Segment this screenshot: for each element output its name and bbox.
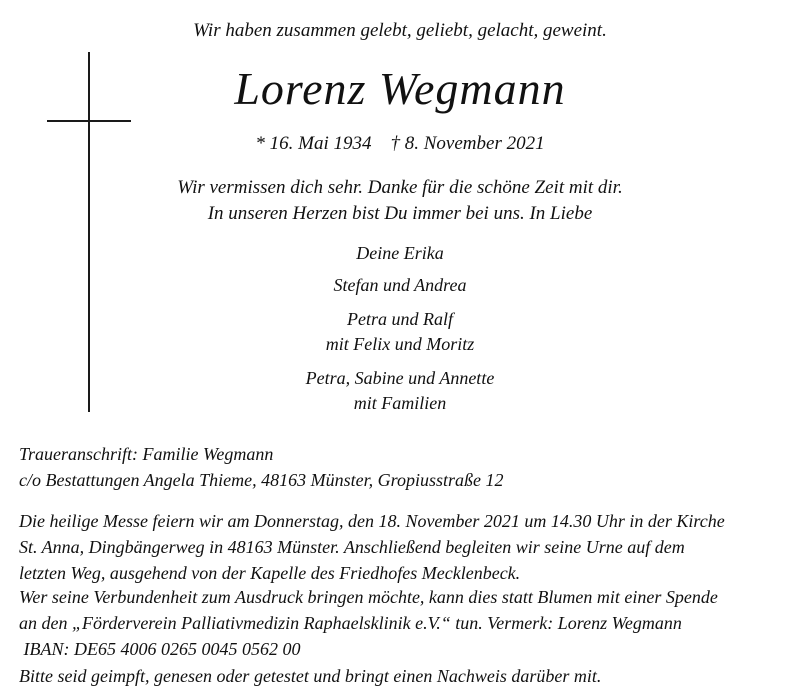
mourner-group <box>150 366 650 416</box>
farewell-message <box>100 175 700 227</box>
mourner-line: mit Felix und Moritz <box>325 334 475 354</box>
funeral-mass-info <box>19 508 794 586</box>
death-date: † 8. November 2021 <box>390 133 545 154</box>
mourner-group <box>150 273 650 298</box>
mourner-line: Petra und Ralf <box>347 309 453 329</box>
mourner-group <box>150 241 650 266</box>
mourner-line: Stefan und Andrea <box>333 275 467 295</box>
address-line: c/o Bestattungen Angela Thieme, 48163 Münster, Gropiusstraße 12 <box>19 470 504 490</box>
mourner-line: Petra, Sabine und Annette <box>305 368 495 388</box>
donation-info <box>19 584 794 662</box>
message-line: Wir vermissen dich sehr. Danke für die schöne Zeit mit dir. <box>177 177 623 198</box>
donation-line: an den „Förderverein Palliativmedizin Raphaelsklinik e.V.“ tun. Vermerk: Lorenz Wegmann <box>19 613 682 633</box>
mass-line: letzten Weg, ausgehend von der Kapelle des Friedhofes Mecklenbeck. <box>19 563 521 583</box>
donation-iban: IBAN: DE65 4006 0265 0045 0562 00 <box>19 639 301 659</box>
message-line: In unseren Herzen bist Du immer bei uns. In Liebe <box>207 203 593 224</box>
life-dates <box>100 133 700 155</box>
mourning-address <box>19 441 794 493</box>
covid-note: Bitte seid geimpft, genesen oder getestet und bringt einen Nachweis darüber mit. <box>19 666 602 686</box>
mass-line: St. Anna, Dingbängerweg in 48163 Münster. Anschließend begleiten wir seine Urne auf dem <box>19 537 685 557</box>
address-line: Traueranschrift: Familie Wegmann <box>19 444 274 464</box>
birth-date: * 16. Mai 1934 <box>255 133 372 154</box>
mourner-line: Deine Erika <box>356 243 444 263</box>
cross-icon-horizontal <box>47 120 131 122</box>
deceased-name: Lorenz Wegmann <box>234 63 566 114</box>
motto-line: Wir haben zusammen gelebt, geliebt, gelacht, geweint. <box>193 20 607 41</box>
cross-icon-vertical <box>88 52 90 412</box>
mass-line: Die heilige Messe feiern wir am Donnerstag, den 18. November 2021 um 14.30 Uhr in der Kirche <box>19 511 725 531</box>
mourner-line: mit Familien <box>353 393 447 413</box>
mourner-group <box>150 307 650 357</box>
donation-line: Wer seine Verbundenheit zum Ausdruck bringen möchte, kann dies statt Blumen mit einer Spende <box>19 587 718 607</box>
